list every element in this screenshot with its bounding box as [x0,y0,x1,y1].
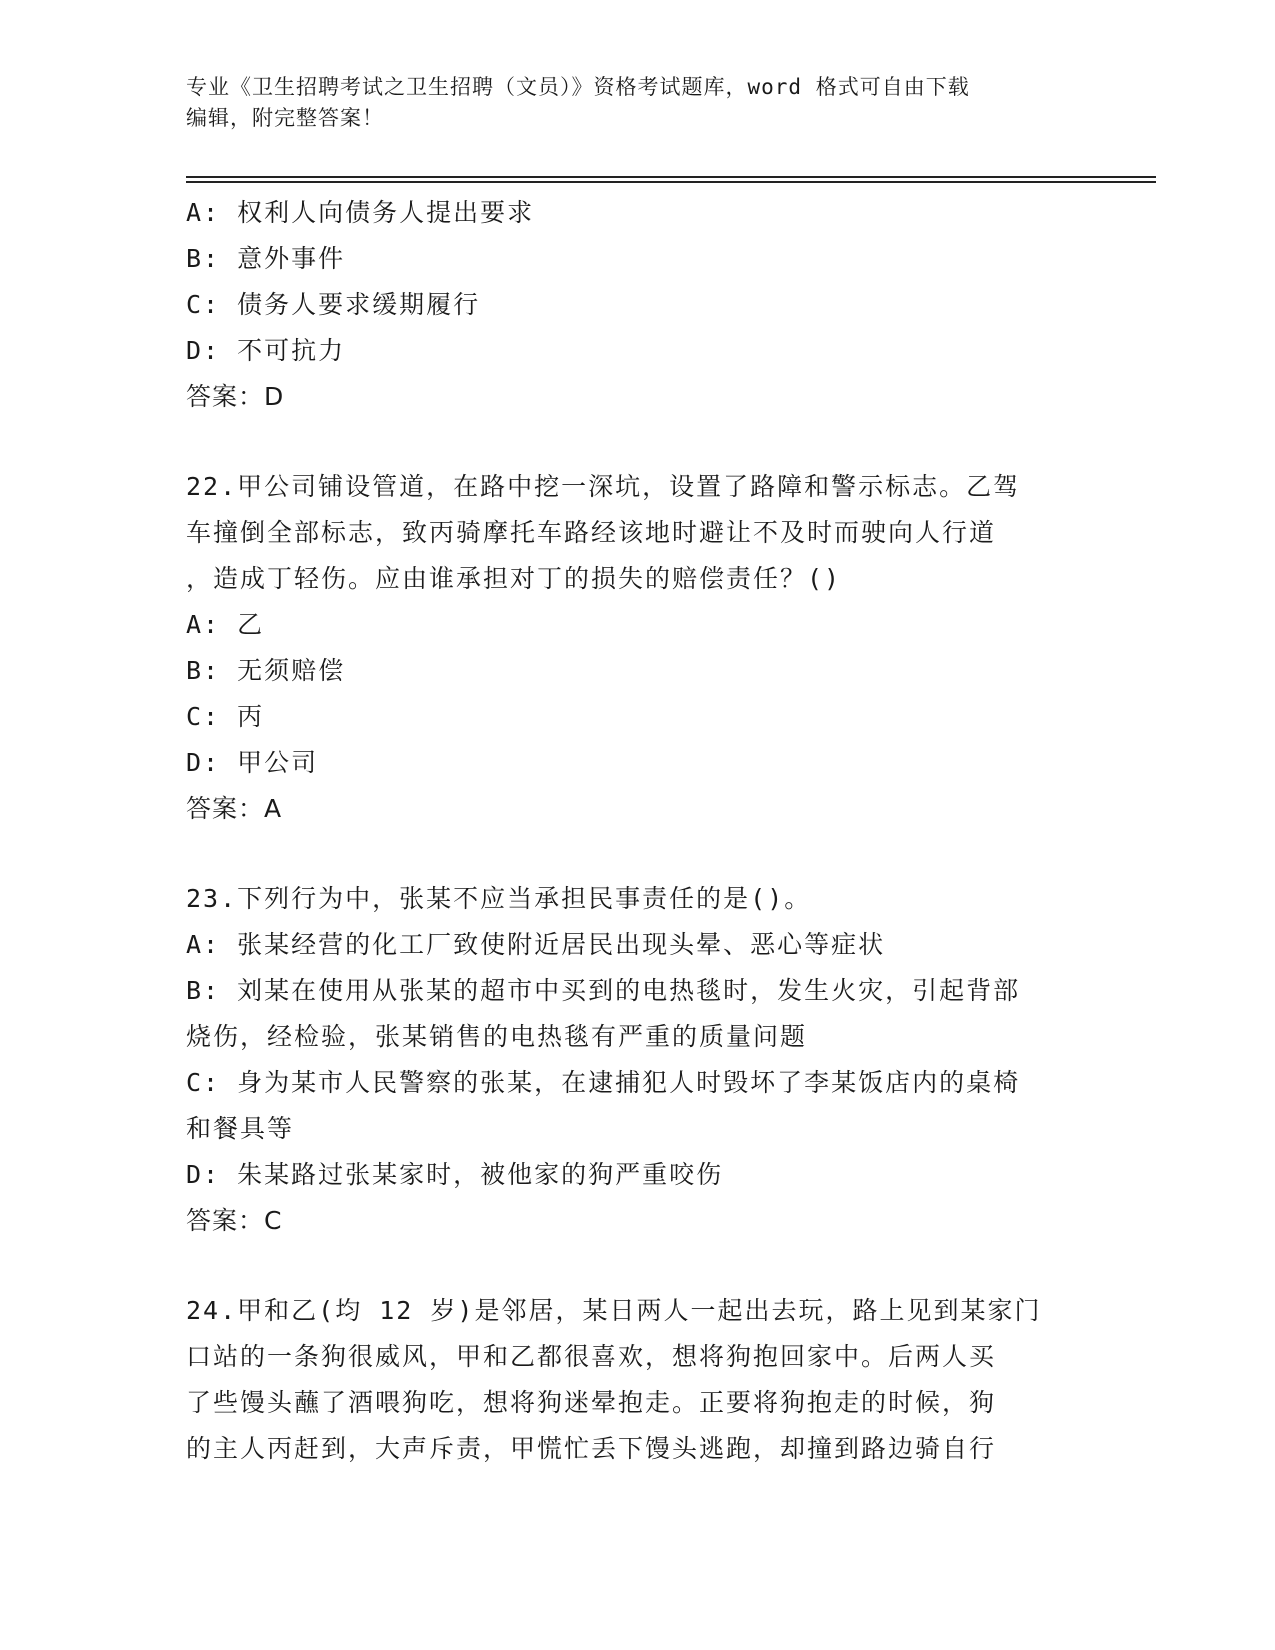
question-text-line: 22.甲公司铺设管道，在路中挖一深坑，设置了路障和警示标志。乙驾 [186,472,1021,501]
answer-line: 答案：A [186,794,283,823]
question-text-line: 的主人丙赶到，大声斥责，甲慌忙丢下馒头逃跑，却撞到路边骑自行 [186,1434,997,1463]
header-line-2: 编辑，附完整答案！ [186,106,384,130]
option-b: B: 刘某在使用从张某的超市中买到的电热毯时，发生火灾，引起背部 [186,976,1021,1005]
option-b: B: 无须赔偿 [186,656,346,685]
option-a: A: 张某经营的化工厂致使附近居民出现头晕、恶心等症状 [186,930,886,959]
question-text-line: ，造成丁轻伤。应由谁承担对丁的损失的赔偿责任？() [186,564,842,593]
spacer [186,420,1086,464]
question-21-block [186,190,1086,420]
question-text-line: 口站的一条狗很威风，甲和乙都很喜欢，想将狗抱回家中。后两人买 [186,1342,997,1371]
answer-line: 答案：D [186,382,285,411]
option-c: C: 债务人要求缓期履行 [186,290,481,319]
question-text-line: 车撞倒全部标志，致丙骑摩托车路经该地时避让不及时而驶向人行道 [186,518,997,547]
header-rule-top [186,176,1156,178]
option-d: D: 甲公司 [186,748,319,777]
option-a: A: 权利人向债务人提出要求 [186,198,535,227]
option-a: A: 乙 [186,610,265,639]
answer-line: 答案：C [186,1206,283,1235]
spacer [186,1244,1086,1288]
question-24-block [186,1288,1086,1472]
question-23-block [186,876,1086,1244]
question-22-block [186,464,1086,832]
page-header [186,72,1086,134]
header-line-1: 专业《卫生招聘考试之卫生招聘（文员）》资格考试题库，word 格式可自由下载 [186,75,970,99]
option-c-continued: 和餐具等 [186,1114,295,1143]
option-d: D: 不可抗力 [186,336,346,365]
document-body [186,190,1086,1472]
question-text-line: 23.下列行为中，张某不应当承担民事责任的是()。 [186,884,812,913]
option-c: C: 丙 [186,702,265,731]
question-text-line: 了些馒头蘸了酒喂狗吃，想将狗迷晕抱走。正要将狗抱走的时候，狗 [186,1388,997,1417]
question-text-line: 24.甲和乙(均 12 岁)是邻居，某日两人一起出去玩，路上见到某家门 [186,1296,1042,1325]
option-b-continued: 烧伤，经检验，张某销售的电热毯有严重的质量问题 [186,1022,808,1051]
option-d: D: 朱某路过张某家时，被他家的狗严重咬伤 [186,1160,724,1189]
option-b: B: 意外事件 [186,244,346,273]
spacer [186,832,1086,876]
option-c: C: 身为某市人民警察的张某，在逮捕犯人时毁坏了李某饭店内的桌椅 [186,1068,1021,1097]
header-rule-bottom [186,181,1156,183]
